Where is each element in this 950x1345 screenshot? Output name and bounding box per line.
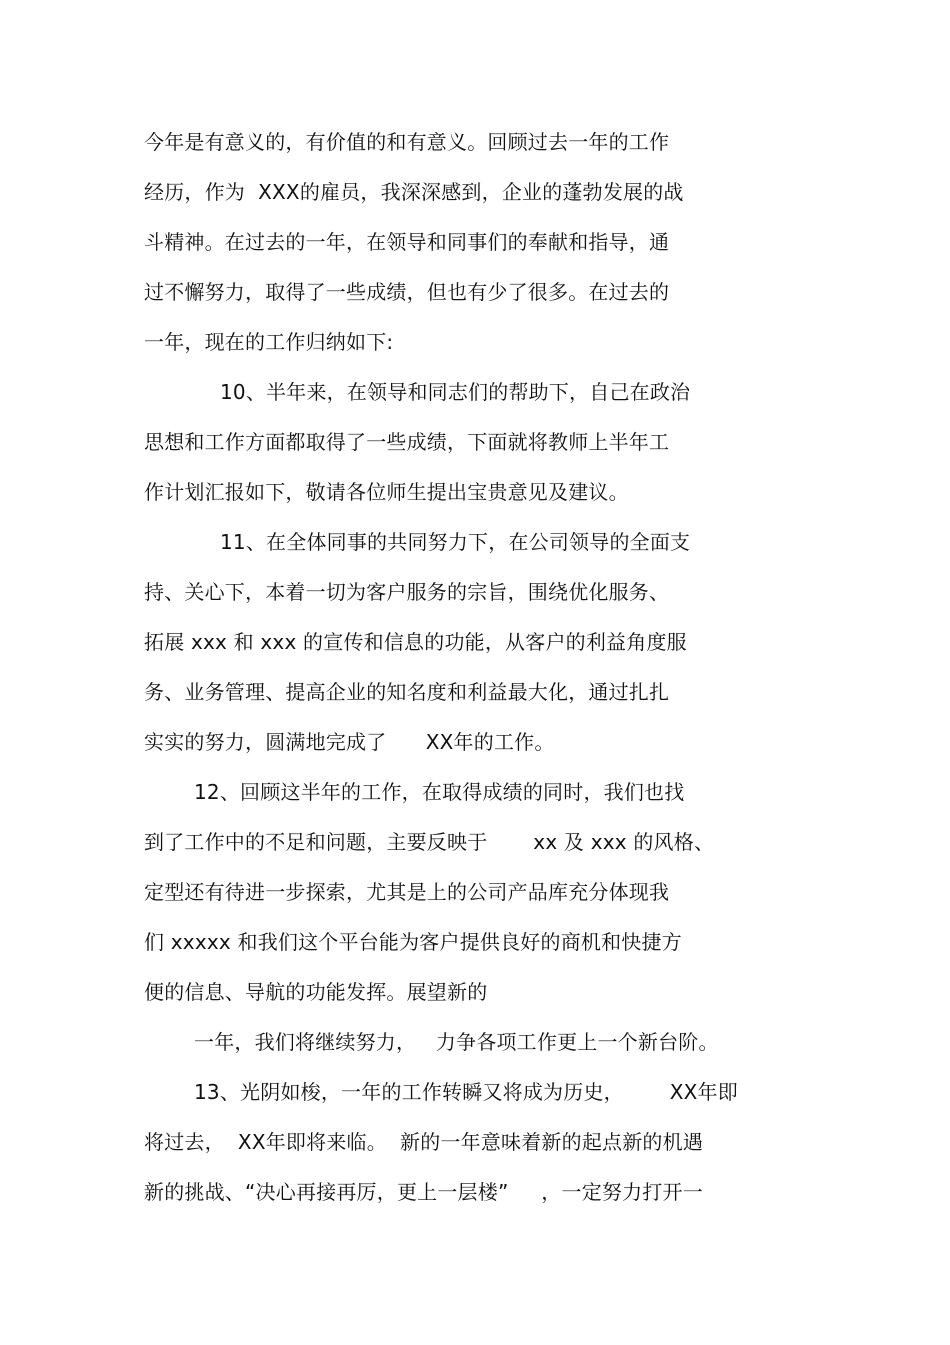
text-line-11: 拓展 xxx 和 xxx 的宣传和信息的功能，从客户的利益角度服 bbox=[144, 630, 687, 654]
text-line-12: 务、业务管理、提高企业的知名度和利益最大化，通过扎扎 bbox=[144, 680, 670, 704]
text-line-10: 持、关心下，本着一切为客户服务的宗旨，围绕优化服务、 bbox=[144, 580, 670, 604]
text-line-4: 过不懈努力，取得了一些成绩，但也有少了很多。在过去的 bbox=[144, 280, 670, 304]
text-line-22: 新的挑战、“决心再接再厉，更上一层楼” ，一定努力打开一 bbox=[144, 1180, 703, 1204]
text-line-16: 定型还有待进一步探索，尤其是上的公司产品库充分体现我 bbox=[144, 880, 670, 904]
text-line-14: 12、回顾这半年的工作，在取得成绩的同时，我们也找 bbox=[194, 780, 685, 804]
text-line-5: 一年，现在的工作归纳如下: bbox=[144, 330, 394, 354]
text-line-13: 实实的努力，圆满地完成了 XX年的工作。 bbox=[144, 730, 555, 754]
text-line-18: 便的信息、导航的功能发挥。展望新的 bbox=[144, 980, 488, 1004]
text-line-6: 10、半年来，在领导和同志们的帮助下，自己在政治 bbox=[220, 380, 691, 404]
text-line-8: 作计划汇报如下，敬请各位师生提出宝贵意见及建议。 bbox=[144, 480, 629, 504]
text-line-7: 思想和工作方面都取得了一些成绩，下面就将教师上半年工 bbox=[144, 430, 670, 454]
text-line-15: 到了工作中的不足和问题，主要反映于 xx 及 xxx 的风格、 bbox=[144, 830, 715, 854]
text-line-3: 斗精神。在过去的一年，在领导和同事们的奉献和指导，通 bbox=[144, 230, 670, 254]
text-line-1: 今年是有意义的，有价值的和有意义。回顾过去一年的工作 bbox=[144, 130, 670, 154]
text-line-9: 11、在全体同事的共同努力下，在公司领导的全面支 bbox=[220, 530, 691, 554]
text-line-19: 一年，我们将继续努力， 力争各项工作更上一个新台阶。 bbox=[194, 1030, 719, 1054]
text-line-17: 们 xxxxx 和我们这个平台能为客户提供良好的商机和快捷方 bbox=[144, 930, 682, 954]
text-line-20: 13、光阴如梭，一年的工作转瞬又将成为历史， XX年即 bbox=[194, 1080, 738, 1104]
text-line-2: 经历，作为 XXX的雇员，我深深感到，企业的蓬勃发展的战 bbox=[144, 180, 684, 204]
text-line-21: 将过去， XX年即将来临。 新的一年意味着新的起点新的机遇 bbox=[144, 1130, 704, 1154]
